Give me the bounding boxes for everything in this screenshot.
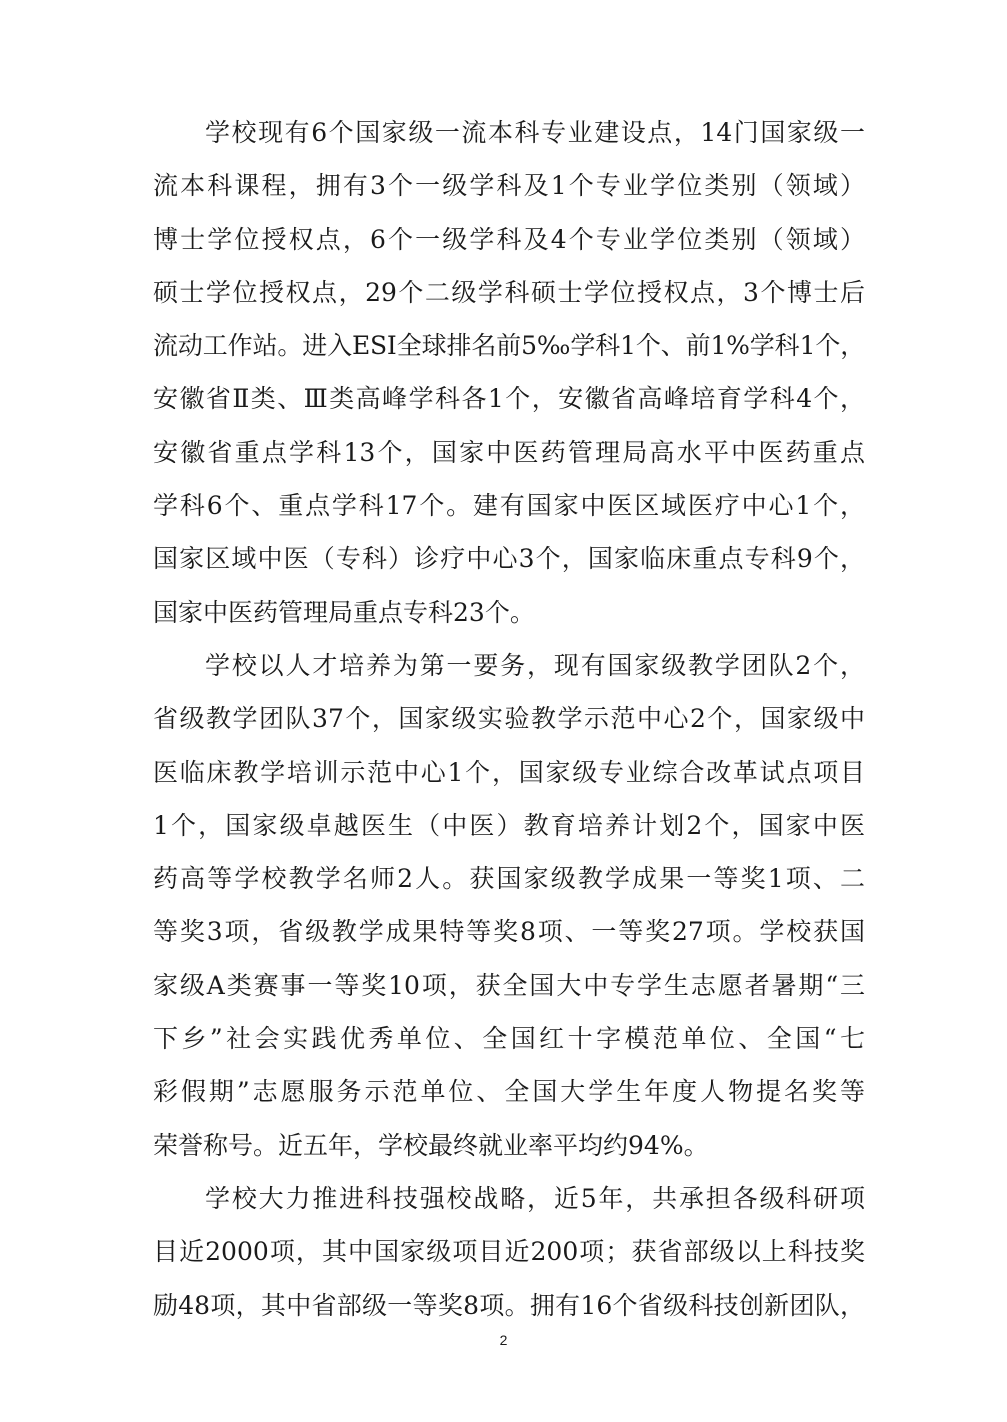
- paragraph-3-line-2: 目近2000项，其中国家级项目近200项；获省部级以上科技奖: [153, 1237, 865, 1267]
- paragraph-2-line-7: 家级A类赛事一等奖10项，获全国大中专学生志愿者暑期“三: [153, 970, 865, 1000]
- paragraph-1-line-1: 学校现有6个国家级一流本科专业建设点，14门国家级一: [205, 118, 865, 147]
- paragraph-3-line-3: 励48项，其中省部级一等奖8项。拥有16个省级科技创新团队，: [153, 1290, 865, 1320]
- body-text: [153, 106, 865, 1332]
- paragraph-1-line-8: 学科6个、重点学科17个。建有国家中医区域医疗中心1个，: [153, 491, 865, 521]
- paragraph-1-line-4: 硕士学位授权点，29个二级学科硕士学位授权点，3个博士后: [153, 277, 865, 307]
- paragraph-1-line-3: 博士学位授权点，6个一级学科及4个专业学位类别（领域）: [153, 224, 865, 254]
- paragraph-1-line-7: 安徽省重点学科13个，国家中医药管理局高水平中医药重点: [153, 437, 865, 467]
- paragraph-1-line-5: 流动工作站。进入ESI全球排名前5‰学科1个、前1%学科1个，: [153, 331, 865, 361]
- paragraph-2-line-9: 彩假期”志愿服务示范单位、全国大学生年度人物提名奖等: [153, 1077, 865, 1107]
- paragraph-2-line-10: 荣誉称号。近五年，学校最终就业率平均约94%。: [153, 1130, 709, 1160]
- paragraph-1-line-9: 国家区域中医（专科）诊疗中心3个，国家临床重点专科9个，: [153, 544, 865, 574]
- paragraph-2-line-5: 药高等学校教学名师2人。获国家级教学成果一等奖1项、二: [153, 864, 865, 894]
- paragraph-2-line-6: 等奖3项，省级教学成果特等奖8项、一等奖27项。学校获国: [153, 917, 865, 947]
- paragraph-2-line-4: 1个，国家级卓越医生（中医）教育培养计划2个，国家中医: [153, 810, 865, 840]
- paragraph-2-line-8: 下乡”社会实践优秀单位、全国红十字模范单位、全国“七: [153, 1024, 865, 1054]
- paragraph-1-line-6: 安徽省Ⅱ类、Ⅲ类高峰学科各1个，安徽省高峰培育学科4个，: [153, 384, 865, 414]
- paragraph-2-line-2: 省级教学团队37个，国家级实验教学示范中心2个，国家级中: [153, 704, 865, 734]
- paragraph-2-line-3: 医临床教学培训示范中心1个，国家级专业综合改革试点项目: [153, 757, 865, 787]
- paragraph-1-line-2: 流本科课程，拥有3个一级学科及1个专业学位类别（领域）: [153, 171, 865, 201]
- paragraph-1-line-10: 国家中医药管理局重点专科23个。: [153, 597, 535, 627]
- paragraph-2-line-1: 学校以人才培养为第一要务，现有国家级教学团队2个，: [205, 650, 865, 680]
- paragraph-3-line-1: 学校大力推进科技强校战略，近5年，共承担各级科研项: [205, 1183, 865, 1213]
- page-number: 2: [499, 1332, 508, 1348]
